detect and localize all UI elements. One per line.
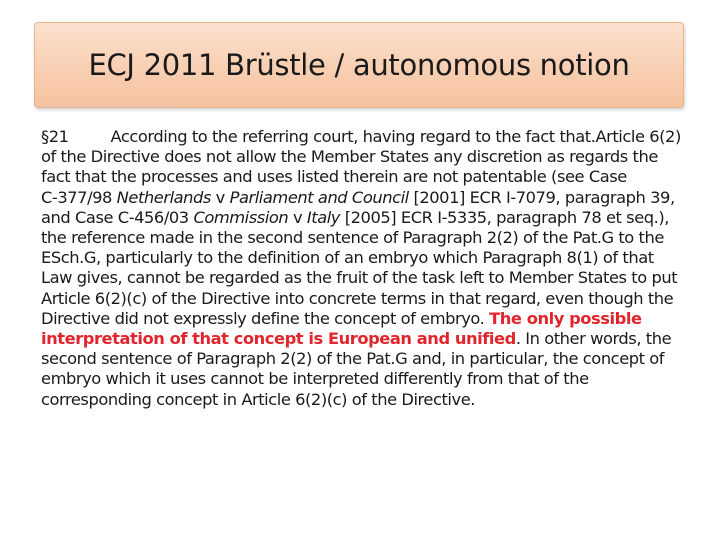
paragraph-text-5: [2005] ECR I‑5335, paragraph 78 et seq.), the reference made in the second sentence of Paragraph 2(2) of the Pat.G to the ESch.G, particularly to the definition of an embryo which Paragraph 8(1) of that Law gives, cannot be regarded as the fruit of the task left to Member States to put Article 6(2)(c) of the Directive into concrete terms in that regard, even though the Directive did not expressly define the concept of embryo. xyxy=(41,207,678,328)
case-netherlands: Netherlands xyxy=(116,187,211,207)
case-italy: Italy xyxy=(306,207,340,227)
highlighted-conclusion: The only possible interpretation of that concept is European and unified xyxy=(41,308,642,349)
paragraph-text-1: According to the referring court, having regard to the fact that.Article 6(2) of the Directive does not allow the Member States any discretion as regards the fact that the processes and uses listed therein are not patentable (see Case C‑377/98 xyxy=(41,127,681,207)
paragraph-text-2: v xyxy=(210,187,230,207)
paragraph-text-3: [2001] ECR I‑7079, paragraph 39, and Case C‑456/03 xyxy=(41,187,675,227)
paragraph-text-6: . In other words, the second sentence of Paragraph 2(2) of the Pat.G and, in particular, the concept of embryo which it uses cannot be interpreted differently from that of the corresponding concept in Article 6(2)(c) of the Directive. xyxy=(41,329,672,409)
title-box xyxy=(34,22,684,108)
paragraph-21 xyxy=(41,127,686,410)
paragraph-text-4: v xyxy=(288,207,307,227)
title-divider xyxy=(36,106,184,107)
paragraph-number: §21 xyxy=(41,127,69,146)
case-commission: Commission xyxy=(193,207,289,227)
slide-title: ECJ 2011 Brüstle / autonomous notion xyxy=(88,48,630,82)
case-parliament-council: Parliament and Council xyxy=(229,187,409,207)
